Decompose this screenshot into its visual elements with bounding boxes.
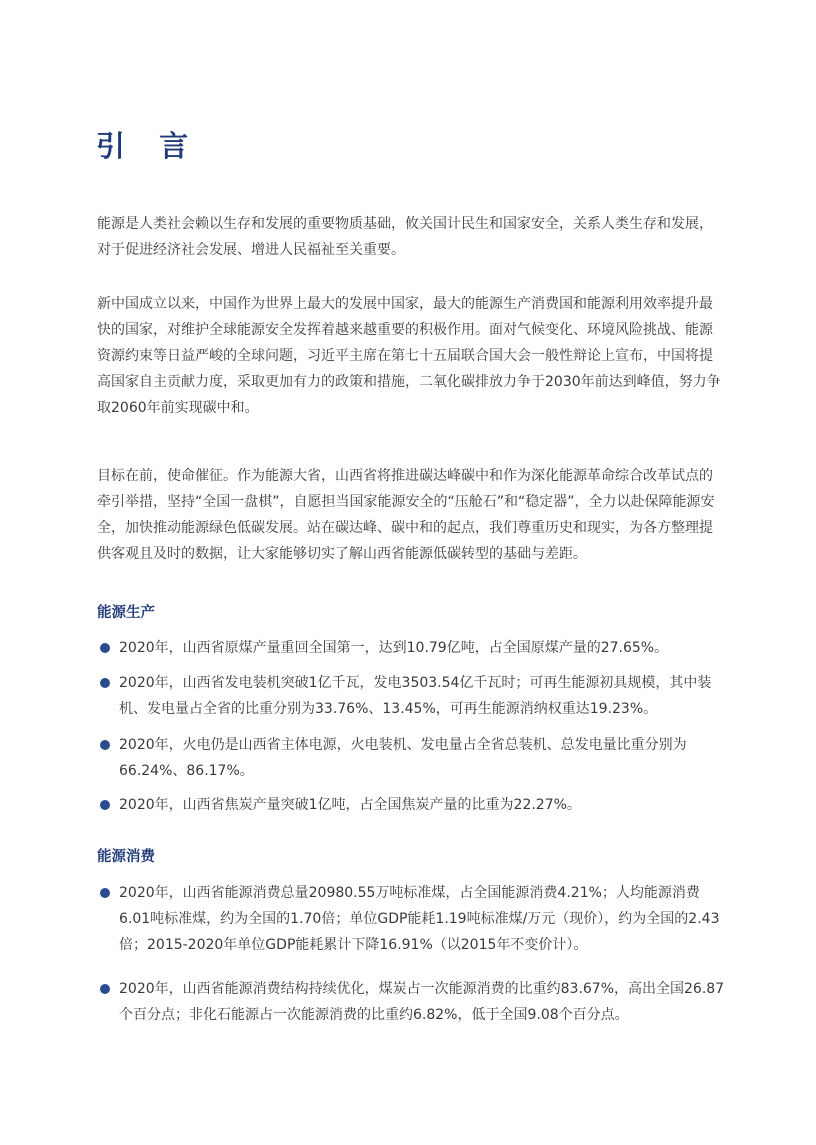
list-item <box>100 792 725 818</box>
list-item-text: 2020年，山西省焦炭产量突破1亿吨，占全国焦炭产量的比重为22.27%。 <box>119 797 581 813</box>
list-item-text: 2020年，山西省原煤产量重回全国第一，达到10.79亿吨，占全国原煤产量的27.65%。 <box>119 640 669 656</box>
list-item <box>100 976 725 1028</box>
list-item <box>100 670 725 722</box>
bullet-dot-icon <box>100 678 110 688</box>
bullet-dot-icon <box>100 984 110 994</box>
bullet-dot-icon <box>100 740 110 750</box>
section-heading-consumption: 能源消费 <box>97 849 155 865</box>
intro-paragraph-1: 能源是人类社会赖以生存和发展的重要物质基础，攸关国计民生和国家安全，关系人类生存和发展，对于促进经济社会发展、增进人民福祉至关重要。 <box>97 216 713 258</box>
bullet-dot-icon <box>100 800 110 810</box>
list-item-text: 2020年，山西省发电装机突破1亿千瓦，发电3503.54亿千瓦时；可再生能源初具规模，其中装机、发电量占全省的比重分别为33.76%、13.45%，可再生能源消纳权重达19.23%。 <box>119 675 712 717</box>
list-item-text: 2020年，山西省能源消费总量20980.55万吨标准煤，占全国能源消费4.21%；人均能源消费6.01吨标准煤，约为全国的1.70倍；单位GDP能耗1.19吨标准煤/万元（现价），约为全国的2.43倍；2015-2020年单位GDP能耗累计下降16.91%（以2015年不变价计）。 <box>119 885 720 953</box>
list-item <box>100 732 725 784</box>
bullet-dot-icon <box>100 888 110 898</box>
list-item <box>100 635 725 661</box>
intro-paragraph-3: 目标在前，使命催征。作为能源大省，山西省将推进碳达峰碳中和作为深化能源革命综合改革试点的牵引举措，坚持“全国一盘棋”，自愿担当国家能源安全的“压舱石”和“稳定器”，全力以赴保障能源安全，加快推动能源绿色低碳发展。站在碳达峰、碳中和的起点，我们尊重历史和现实，为各方整理提供客观且及时的数据，让大家能够切实了解山西省能源低碳转型的基础与差距。 <box>97 468 715 562</box>
list-item <box>100 880 725 958</box>
list-item-text: 2020年，山西省能源消费结构持续优化，煤炭占一次能源消费的比重约83.67%，高出全国26.87个百分点；非化石能源占一次能源消费的比重约6.82%，低于全国9.08个百分点。 <box>119 981 725 1023</box>
bullet-dot-icon <box>100 643 110 653</box>
page-title: 引 言 <box>96 129 201 163</box>
list-item-text: 2020年，火电仍是山西省主体电源，火电装机、发电量占全省总装机、总发电量比重分别为66.24%、86.17%。 <box>119 737 687 779</box>
intro-paragraph-2: 新中国成立以来，中国作为世界上最大的发展中国家，最大的能源生产消费国和能源利用效率提升最快的国家，对维护全球能源安全发挥着越来越重要的积极作用。面对气候变化、环境风险挑战、能源资源约束等日益严峻的全球问题，习近平主席在第七十五届联合国大会一般性辩论上宣布，中国将提高国家自主贡献力度，采取更加有力的政策和措施，二氧化碳排放力争于2030年前达到峰值，努力争取2060年前实现碳中和。 <box>97 296 721 416</box>
section-heading-production: 能源生产 <box>97 605 155 621</box>
